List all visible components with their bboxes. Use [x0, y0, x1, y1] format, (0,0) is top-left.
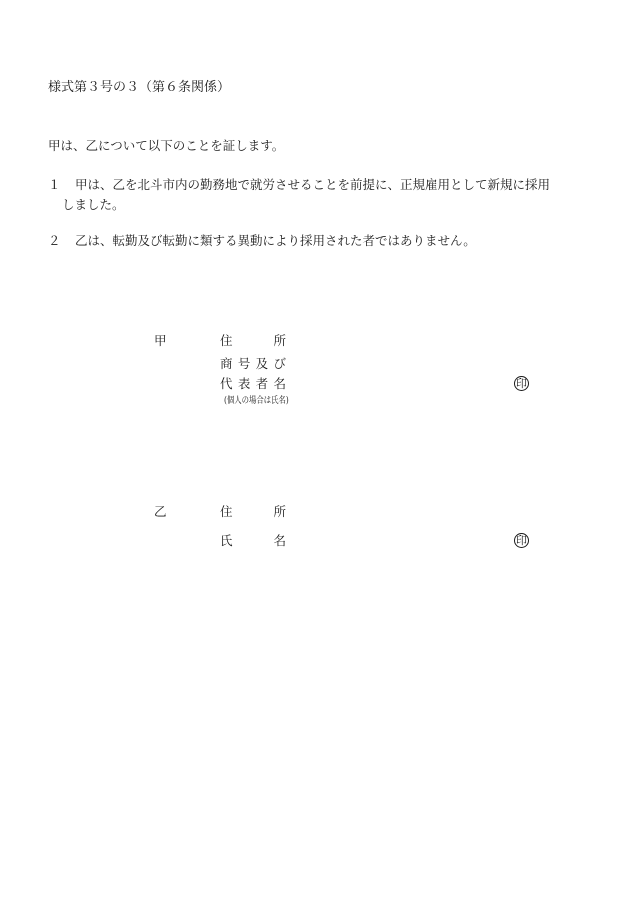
kou-seal-mark: 印 [516, 377, 527, 390]
item-1-text: 甲は、乙を北斗市内の勤務地で就労させることを前提に、正規雇用として新規に採用 [75, 177, 551, 192]
item-1-number: １ [48, 177, 61, 192]
form-number: 様式第３号の３（第６条関係） [48, 80, 231, 95]
otsu-seal-mark: 印 [516, 534, 527, 547]
kou-representative-label: 代表者名 [220, 376, 286, 391]
kou-trade-name-label: 商号及び [220, 356, 286, 371]
item-2-number: ２ [48, 233, 61, 248]
intro-statement: 甲は、乙について以下のことを証します。 [48, 138, 285, 153]
item-1-text-continued: しました。 [62, 197, 125, 212]
item-2-text: 乙は、転勤及び転勤に類する異動により採用された者ではありません。 [75, 233, 476, 248]
otsu-address-label: 住所 [220, 504, 286, 519]
kou-individual-note: (個人の場合は氏名) [224, 396, 289, 406]
kou-address-label: 住所 [220, 333, 286, 348]
otsu-name-label: 氏名 [220, 533, 286, 548]
party-otsu-label: 乙 [154, 504, 167, 519]
party-kou-label: 甲 [154, 333, 167, 348]
